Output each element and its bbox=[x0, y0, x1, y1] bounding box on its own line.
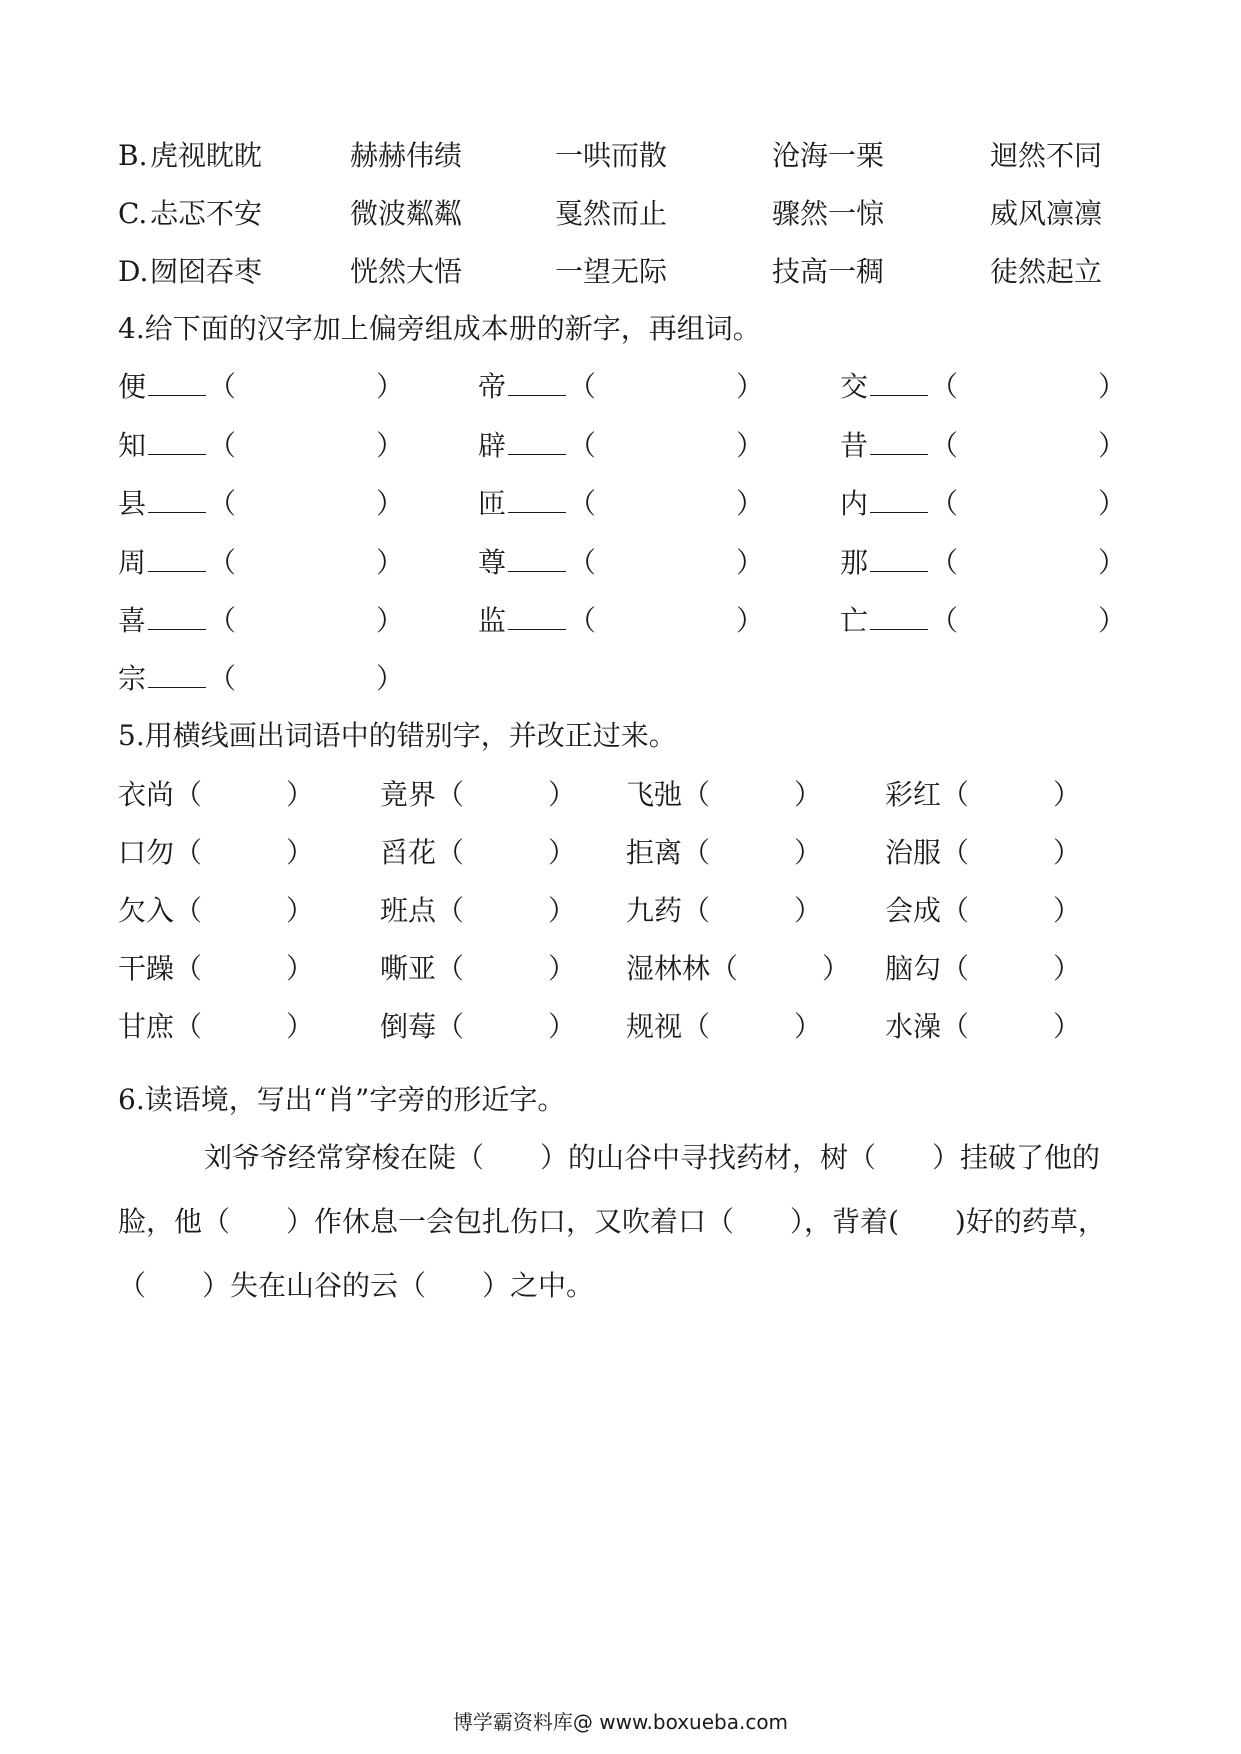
q4-answer-parens[interactable]: （ ） bbox=[208, 604, 405, 637]
q3-option-word: 囫囵吞枣 bbox=[150, 255, 263, 288]
q5-word: 规视 bbox=[626, 1010, 683, 1043]
footer-watermark: 博学霸资料库@ www.boxueba.com bbox=[452, 1710, 789, 1734]
q5-answer-parens[interactable]: （ ） bbox=[436, 894, 577, 927]
q3-option-word: 徒然起立 bbox=[990, 255, 1103, 288]
q5-answer-parens[interactable]: （ ） bbox=[682, 1010, 823, 1043]
q5-row bbox=[0, 889, 1241, 933]
q3-option-label: B. bbox=[118, 139, 148, 172]
q3-option-word: 沧海一栗 bbox=[772, 139, 885, 172]
q5-word: 飞弛 bbox=[626, 778, 683, 811]
q5-word: 脑勾 bbox=[885, 952, 942, 985]
q4-blank[interactable] bbox=[148, 543, 206, 572]
q3-option-word: 骤然一惊 bbox=[772, 197, 885, 230]
q5-answer-parens[interactable]: （ ） bbox=[174, 1010, 315, 1043]
q5-word: 倒莓 bbox=[380, 1010, 437, 1043]
q4-answer-parens[interactable]: （ ） bbox=[930, 546, 1127, 579]
q5-item bbox=[118, 1005, 314, 1049]
q4-char: 帝 bbox=[478, 370, 507, 403]
q5-word: 竟界 bbox=[380, 778, 437, 811]
q5-answer-parens[interactable]: （ ） bbox=[682, 778, 823, 811]
q4-item bbox=[478, 541, 764, 585]
q5-word: 嘶亚 bbox=[380, 952, 437, 985]
q5-answer-parens[interactable]: （ ） bbox=[710, 952, 851, 985]
q4-blank[interactable] bbox=[148, 659, 206, 688]
q4-item bbox=[478, 424, 764, 468]
q5-item bbox=[380, 947, 576, 991]
q4-row bbox=[0, 657, 1241, 701]
q4-answer-parens[interactable]: （ ） bbox=[208, 370, 405, 403]
q4-answer-parens[interactable]: （ ） bbox=[930, 487, 1127, 520]
q4-answer-parens[interactable]: （ ） bbox=[568, 546, 765, 579]
q5-answer-parens[interactable]: （ ） bbox=[941, 778, 1082, 811]
q6-paragraph bbox=[118, 1126, 1123, 1318]
q5-word: 拒离 bbox=[626, 836, 683, 869]
q5-item bbox=[885, 1005, 1081, 1049]
q5-answer-parens[interactable]: （ ） bbox=[174, 894, 315, 927]
q5-answer-parens[interactable]: （ ） bbox=[436, 952, 577, 985]
q4-char: 交 bbox=[840, 370, 869, 403]
q5-item bbox=[380, 831, 576, 875]
q3-option-word: 忐忑不安 bbox=[150, 197, 263, 230]
q4-char: 那 bbox=[840, 546, 869, 579]
q3-option-word: 迴然不同 bbox=[990, 139, 1103, 172]
q4-char: 亡 bbox=[840, 604, 869, 637]
q4-answer-parens[interactable]: （ ） bbox=[208, 546, 405, 579]
q4-item bbox=[118, 657, 404, 701]
q5-answer-parens[interactable]: （ ） bbox=[436, 836, 577, 869]
q6-line-1 bbox=[118, 1126, 1123, 1190]
q3-option-word: 虎视眈眈 bbox=[150, 139, 263, 172]
q4-answer-parens[interactable]: （ ） bbox=[930, 370, 1127, 403]
q4-blank[interactable] bbox=[870, 484, 928, 513]
q4-blank[interactable] bbox=[508, 543, 566, 572]
q4-item bbox=[478, 482, 764, 526]
q5-answer-parens[interactable]: （ ） bbox=[682, 836, 823, 869]
q4-blank[interactable] bbox=[870, 426, 928, 455]
q5-item bbox=[885, 889, 1081, 933]
q3-option-row bbox=[0, 250, 1241, 294]
q4-answer-parens[interactable]: （ ） bbox=[208, 662, 405, 695]
q5-answer-parens[interactable]: （ ） bbox=[941, 952, 1082, 985]
q3-option-word: 戛然而止 bbox=[555, 197, 668, 230]
q4-blank[interactable] bbox=[870, 367, 928, 396]
q5-word: 欠入 bbox=[118, 894, 175, 927]
q4-char: 周 bbox=[118, 546, 147, 579]
q4-char: 便 bbox=[118, 370, 147, 403]
q5-item bbox=[626, 831, 822, 875]
q5-item bbox=[380, 1005, 576, 1049]
q5-row bbox=[0, 947, 1241, 991]
q3-option-label: D. bbox=[118, 255, 149, 288]
q4-answer-parens[interactable]: （ ） bbox=[208, 429, 405, 462]
q4-char: 尊 bbox=[478, 546, 507, 579]
q5-answer-parens[interactable]: （ ） bbox=[436, 1010, 577, 1043]
q5-word: 彩红 bbox=[885, 778, 942, 811]
q5-answer-parens[interactable]: （ ） bbox=[174, 778, 315, 811]
q5-row bbox=[0, 831, 1241, 875]
q4-row bbox=[0, 482, 1241, 526]
q4-item bbox=[840, 424, 1126, 468]
q5-item bbox=[885, 831, 1081, 875]
q4-item bbox=[840, 365, 1126, 409]
q4-char: 县 bbox=[118, 487, 147, 520]
q4-answer-parens[interactable]: （ ） bbox=[568, 604, 765, 637]
q4-blank[interactable] bbox=[870, 543, 928, 572]
q4-answer-parens[interactable]: （ ） bbox=[208, 487, 405, 520]
q4-blank[interactable] bbox=[508, 367, 566, 396]
q3-option-word: 赫赫伟绩 bbox=[350, 139, 463, 172]
q5-answer-parens[interactable]: （ ） bbox=[436, 778, 577, 811]
q5-item bbox=[626, 947, 850, 991]
q4-blank[interactable] bbox=[508, 601, 566, 630]
q4-row bbox=[0, 599, 1241, 643]
q4-char: 辟 bbox=[478, 429, 507, 462]
q3-option-word: 恍然大悟 bbox=[350, 255, 463, 288]
q6-line-2: 脸，他（ ）作休息一会包扎伤口，又吹着口（ ），背着( )好的药草， bbox=[118, 1205, 1106, 1238]
q4-item bbox=[840, 599, 1126, 643]
q5-word: 口勿 bbox=[118, 836, 175, 869]
q5-title: 5.用横线画出词语中的错别字，并改正过来。 bbox=[118, 719, 677, 752]
q4-blank[interactable] bbox=[148, 601, 206, 630]
q5-word: 会成 bbox=[885, 894, 942, 927]
q4-char: 监 bbox=[478, 604, 507, 637]
q5-answer-parens[interactable]: （ ） bbox=[941, 1010, 1082, 1043]
q4-item bbox=[478, 365, 764, 409]
q4-item bbox=[840, 541, 1126, 585]
q3-option-word: 微波粼粼 bbox=[350, 197, 463, 230]
q5-item bbox=[626, 1005, 822, 1049]
q5-item bbox=[118, 889, 314, 933]
q3-option-word: 技高一稠 bbox=[772, 255, 885, 288]
q6-line-1-text: 刘爷爷经常穿梭在陡（ ）的山谷中寻找药材，树（ ）挂破了他的 bbox=[204, 1141, 1101, 1174]
q4-answer-parens[interactable]: （ ） bbox=[930, 604, 1127, 637]
q4-blank[interactable] bbox=[148, 426, 206, 455]
q4-blank[interactable] bbox=[148, 484, 206, 513]
q5-word: 干躁 bbox=[118, 952, 175, 985]
q4-blank[interactable] bbox=[870, 601, 928, 630]
q4-char: 内 bbox=[840, 487, 869, 520]
q4-answer-parens[interactable]: （ ） bbox=[568, 429, 765, 462]
q5-row bbox=[0, 1005, 1241, 1049]
q5-word: 班点 bbox=[380, 894, 437, 927]
q5-row bbox=[0, 773, 1241, 817]
q3-option-label: C. bbox=[118, 197, 148, 230]
q4-item bbox=[840, 482, 1126, 526]
q6-title: 6.读语境，写出“肖”字旁的形近字。 bbox=[118, 1083, 566, 1116]
q4-title: 4.给下面的汉字加上偏旁组成本册的新字，再组词。 bbox=[118, 312, 761, 345]
q5-answer-parens[interactable]: （ ） bbox=[941, 836, 1082, 869]
q3-option-word: 威风凛凛 bbox=[990, 197, 1103, 230]
q5-answer-parens[interactable]: （ ） bbox=[682, 894, 823, 927]
q4-row bbox=[0, 424, 1241, 468]
q4-item bbox=[118, 424, 404, 468]
q3-option-row bbox=[0, 192, 1241, 236]
q4-blank[interactable] bbox=[148, 367, 206, 396]
q5-word: 治服 bbox=[885, 836, 942, 869]
q5-item bbox=[885, 773, 1081, 817]
q4-char: 昔 bbox=[840, 429, 869, 462]
q5-word: 甘庶 bbox=[118, 1010, 175, 1043]
q3-option-word: 一哄而散 bbox=[555, 139, 668, 172]
q4-blank[interactable] bbox=[508, 426, 566, 455]
q4-answer-parens[interactable]: （ ） bbox=[568, 370, 765, 403]
q3-option-word: 一望无际 bbox=[555, 255, 668, 288]
q5-item bbox=[380, 889, 576, 933]
q5-word: 湿林林 bbox=[626, 952, 711, 985]
q4-answer-parens[interactable]: （ ） bbox=[930, 429, 1127, 462]
q5-word: 水澡 bbox=[885, 1010, 942, 1043]
q4-row bbox=[0, 365, 1241, 409]
q4-char: 宗 bbox=[118, 662, 147, 695]
q5-answer-parens[interactable]: （ ） bbox=[174, 836, 315, 869]
q5-item bbox=[626, 773, 822, 817]
q5-item bbox=[885, 947, 1081, 991]
q6-line-3: （ ）失在山谷的云（ ）之中。 bbox=[118, 1269, 595, 1302]
q4-item bbox=[118, 599, 404, 643]
q5-item bbox=[626, 889, 822, 933]
q4-row bbox=[0, 541, 1241, 585]
q5-word: 九药 bbox=[626, 894, 683, 927]
q4-char: 知 bbox=[118, 429, 147, 462]
q4-blank[interactable] bbox=[508, 484, 566, 513]
q5-item bbox=[118, 831, 314, 875]
q5-answer-parens[interactable]: （ ） bbox=[174, 952, 315, 985]
q4-answer-parens[interactable]: （ ） bbox=[568, 487, 765, 520]
q4-char: 匝 bbox=[478, 487, 507, 520]
q5-word: 衣尚 bbox=[118, 778, 175, 811]
q5-item bbox=[380, 773, 576, 817]
q5-item bbox=[118, 773, 314, 817]
q5-item bbox=[118, 947, 314, 991]
q4-char: 喜 bbox=[118, 604, 147, 637]
q3-option-row bbox=[0, 134, 1241, 178]
q5-answer-parens[interactable]: （ ） bbox=[941, 894, 1082, 927]
q5-word: 舀花 bbox=[380, 836, 437, 869]
q4-item bbox=[118, 541, 404, 585]
q4-item bbox=[118, 365, 404, 409]
q4-item bbox=[118, 482, 404, 526]
q4-item bbox=[478, 599, 764, 643]
